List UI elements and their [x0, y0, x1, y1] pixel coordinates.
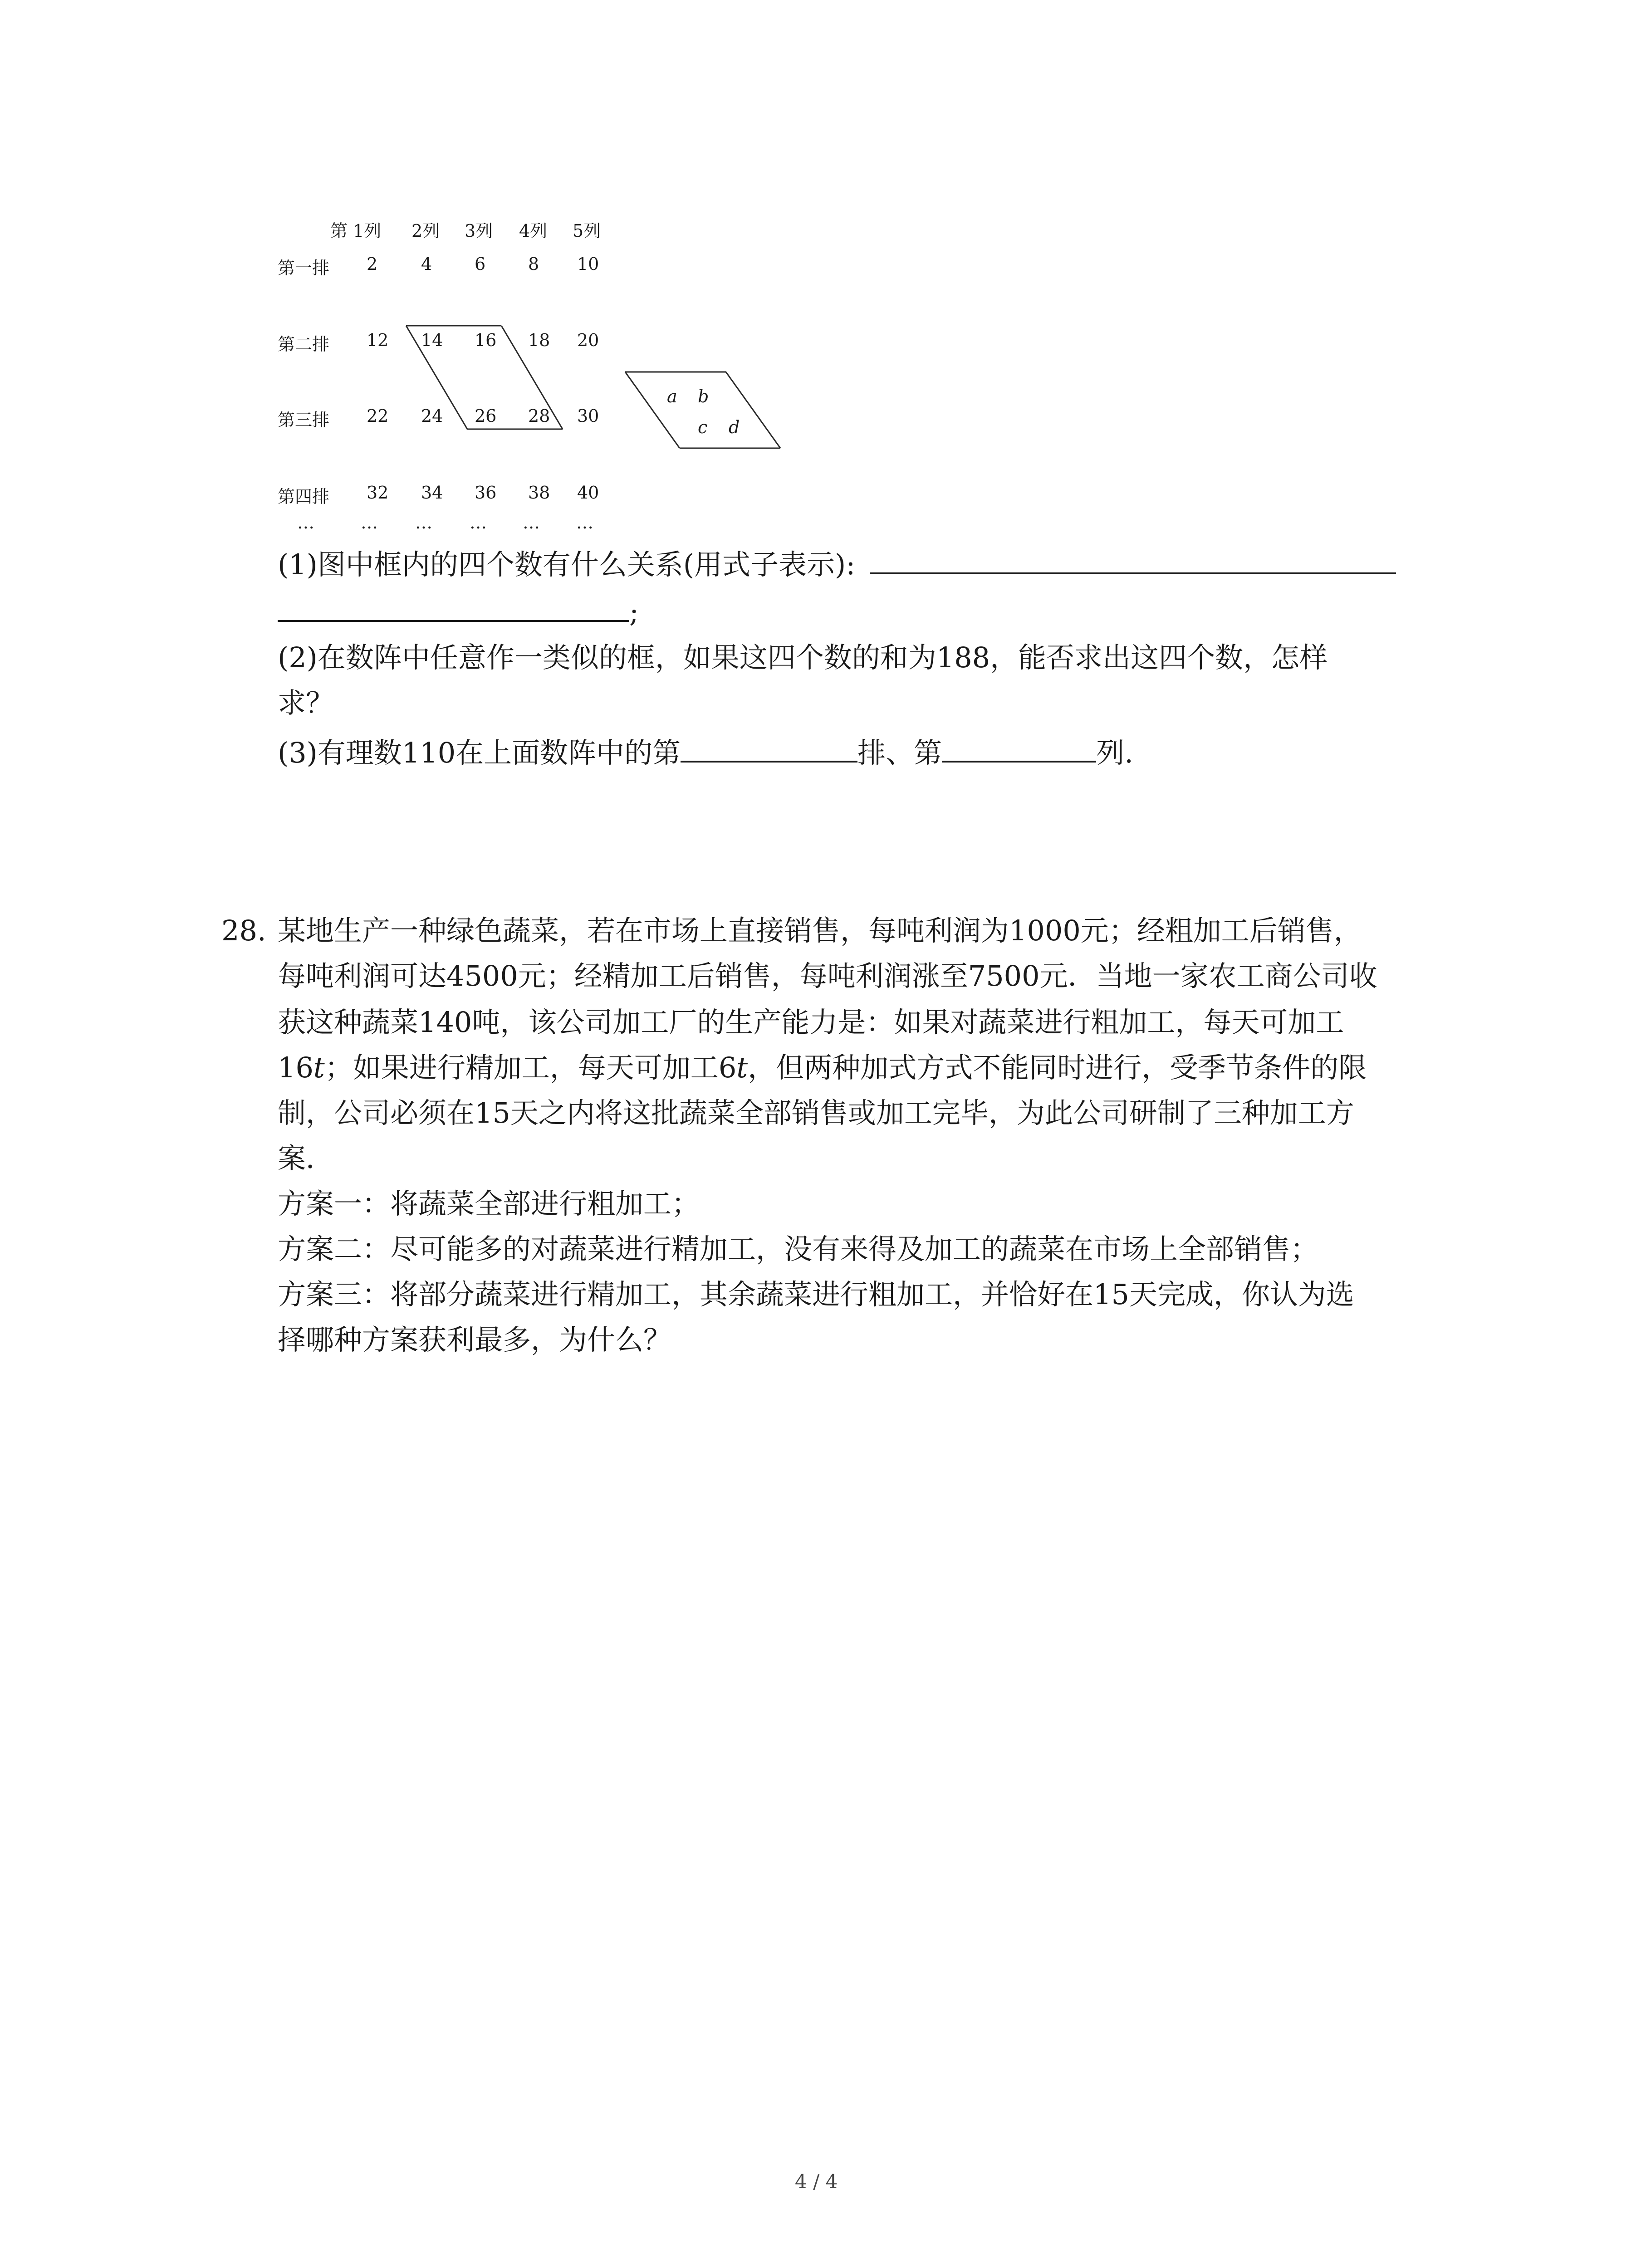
col-header-5: 5列 — [573, 221, 601, 241]
cell: 4 — [421, 254, 432, 274]
cell: 18 — [528, 330, 550, 350]
ellipsis: … — [470, 513, 487, 533]
q28-unit-t: t — [736, 1051, 748, 1084]
q28-plan2: 方案二：尽可能多的对蔬菜进行精加工，没有来得及加工的蔬菜在市场上全部销售； — [278, 1232, 1319, 1266]
cell: 2 — [367, 254, 378, 274]
q28-line4 — [278, 1045, 1367, 1090]
q28-line5: 制，公司必须在15天之内将这批蔬菜全部销售或加工完毕，为此公司研制了三种加工方 — [278, 1096, 1354, 1129]
answer-blank-1[interactable] — [870, 545, 1396, 574]
cell: 22 — [367, 406, 389, 426]
cell: 14 — [421, 330, 443, 350]
ellipsis: … — [523, 513, 540, 533]
cell: 10 — [577, 254, 599, 274]
q27-part2-line1: (2)在数阵中任意作一类似的框，如果这四个数的和为188，能否求出这四个数，怎样 — [278, 641, 1328, 674]
q27-part1-cont — [278, 590, 639, 635]
q28-number: 28. — [221, 914, 266, 947]
cell: 40 — [577, 483, 599, 503]
template-letter-c: c — [698, 417, 708, 437]
frame-parallelogram — [0, 0, 817, 499]
ellipsis: … — [297, 513, 314, 533]
cell: 32 — [367, 483, 389, 503]
cell: 38 — [528, 483, 550, 503]
q28-line4-b: ；如果进行精加工，每天可加工6 — [324, 1051, 737, 1084]
cell: 8 — [528, 254, 539, 274]
cell: 12 — [367, 330, 389, 350]
q28-line4-c: ，但两种加式方式不能同时进行，受季节条件的限 — [748, 1051, 1367, 1084]
q27-part3-text-b: 排、第 — [857, 736, 942, 769]
cell: 30 — [577, 406, 599, 426]
q28-line4-a: 16 — [278, 1051, 314, 1084]
q28-unit-t: t — [313, 1051, 325, 1084]
q27-part3-text-c: 列. — [1096, 736, 1133, 769]
row-label-1: 第一排 — [278, 258, 330, 278]
template-letter-d: d — [729, 417, 740, 437]
q28-line3: 获这种蔬菜140吨，该公司加工厂的生产能力是：如果对蔬菜进行粗加工，每天可加工 — [278, 1006, 1344, 1039]
cell: 28 — [528, 406, 550, 426]
template-letter-a: a — [667, 386, 677, 406]
cell: 36 — [475, 483, 497, 503]
ellipsis: … — [576, 513, 593, 533]
q28-plan3-line2: 择哪种方案获利最多，为什么？ — [278, 1323, 672, 1356]
q27-part1 — [278, 542, 1396, 587]
answer-blank-row[interactable] — [681, 733, 857, 763]
q28-plan3-line1: 方案三：将部分蔬菜进行精加工，其余蔬菜进行粗加工，并恰好在15天完成，你认为选 — [278, 1278, 1354, 1311]
row-label-2: 第二排 — [278, 334, 330, 354]
col-header-2: 2列 — [411, 221, 440, 241]
row-label-3: 第三排 — [278, 410, 330, 430]
col-header-1: 第 1列 — [330, 221, 382, 241]
q28-line1: 某地生产一种绿色蔬菜，若在市场上直接销售，每吨利润为1000元；经粗加工后销售， — [278, 914, 1362, 947]
q27-part2-line2: 求？ — [278, 686, 334, 719]
q27-part3-text-a: (3)有理数110在上面数阵中的第 — [278, 736, 681, 769]
col-header-4: 4列 — [519, 221, 548, 241]
q28-line2: 每吨利润可达4500元；经精加工后销售，每吨利润涨至7500元．当地一家农工商公司收 — [278, 959, 1377, 992]
cell: 34 — [421, 483, 443, 503]
q27-part1-text: (1)图中框内的四个数有什么关系(用式子表示): — [278, 548, 856, 581]
col-header-3: 3列 — [465, 221, 493, 241]
template-letter-b: b — [698, 386, 709, 406]
ellipsis: … — [415, 513, 432, 533]
cell: 26 — [475, 406, 497, 426]
q28-line6: 案． — [278, 1142, 334, 1175]
q28-plan1: 方案一：将蔬菜全部进行粗加工； — [278, 1187, 700, 1220]
answer-blank-col[interactable] — [942, 733, 1096, 763]
cell: 16 — [475, 330, 497, 350]
row-label-4: 第四排 — [278, 487, 330, 507]
ellipsis: … — [361, 513, 378, 533]
cell: 6 — [475, 254, 486, 274]
page-number: 4 / 4 — [795, 2170, 838, 2193]
cell: 20 — [577, 330, 599, 350]
q27-part1-end: ; — [629, 596, 639, 629]
cell: 24 — [421, 406, 443, 426]
answer-blank-2[interactable] — [278, 593, 629, 622]
q27-part3 — [278, 730, 1133, 776]
